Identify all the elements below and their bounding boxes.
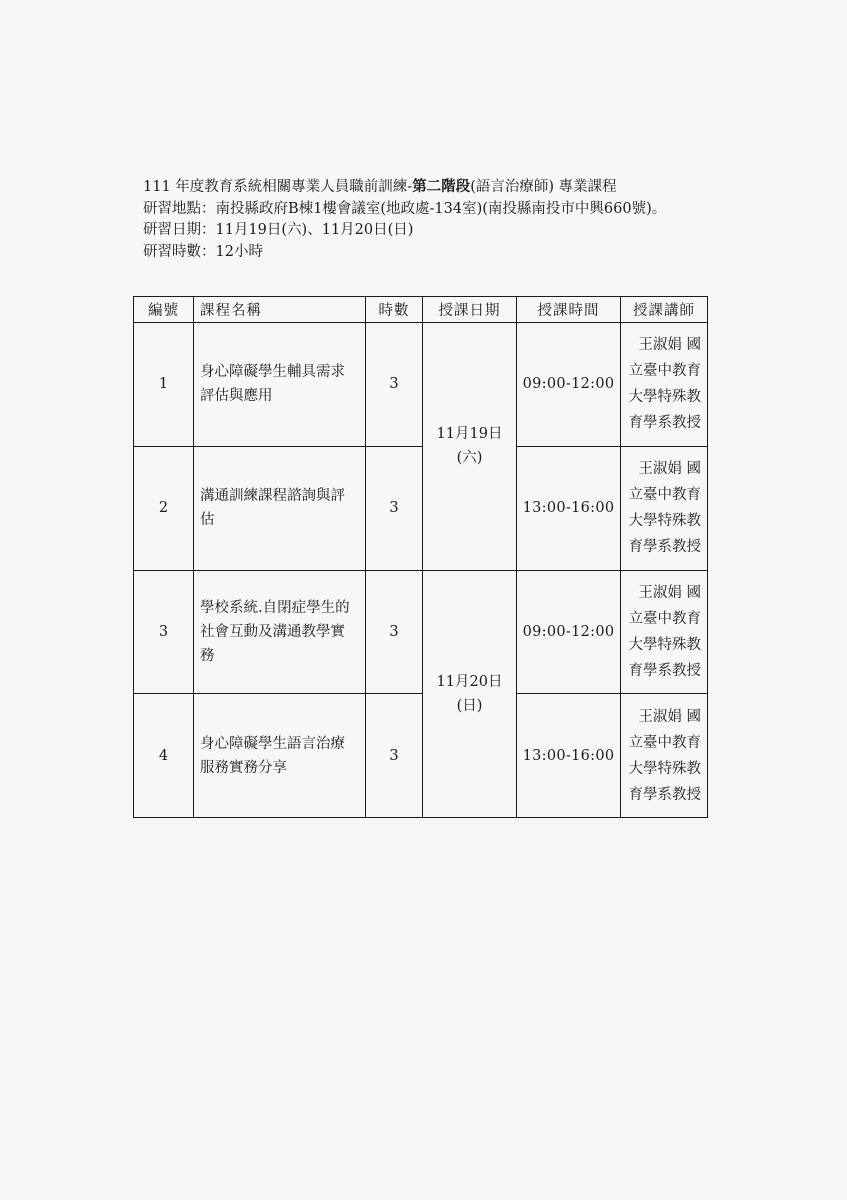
course-name: 身心障礙學生輔具需求評估與應用 <box>194 323 366 447</box>
header-instructor: 授課講師 <box>621 297 708 323</box>
header-time: 授課時間 <box>517 297 621 323</box>
row-number: 4 <box>134 694 194 818</box>
course-instructor: 王淑娟 國立臺中教育大學特殊教育學系教授 <box>621 446 708 570</box>
course-time: 09:00-12:00 <box>517 323 621 447</box>
document-header <box>143 176 703 263</box>
course-name: 身心障礙學生語言治療服務實務分享 <box>194 694 366 818</box>
course-name: 學校系統.自閉症學生的社會互動及溝通教學實務 <box>194 570 366 694</box>
title-prefix: 111 年度教育系統相關專業人員職前訓練- <box>143 179 413 195</box>
row-number: 3 <box>134 570 194 694</box>
training-hours: 研習時數：12小時 <box>143 243 263 260</box>
course-instructor: 王淑娟 國立臺中教育大學特殊教育學系教授 <box>621 694 708 818</box>
table-row <box>134 570 708 694</box>
weekday-label: (日) <box>456 697 483 714</box>
training-dates: 研習日期：11月19日(六)、11月20日(日) <box>143 222 414 238</box>
header-course: 課程名稱 <box>194 297 366 323</box>
course-instructor: 王淑娟 國立臺中教育大學特殊教育學系教授 <box>621 323 708 447</box>
course-date-day2 <box>423 570 517 818</box>
header-date: 授課日期 <box>423 297 517 323</box>
date-label: 11月20日 <box>436 673 503 690</box>
course-instructor: 王淑娟 國立臺中教育大學特殊教育學系教授 <box>621 570 708 694</box>
table-row <box>134 694 708 818</box>
header-hours: 時數 <box>366 297 423 323</box>
weekday-label: (六) <box>456 450 483 467</box>
title-suffix: (語言治療師) 專業課程 <box>470 179 617 195</box>
table-header-row <box>134 297 708 323</box>
course-time: 13:00-16:00 <box>517 694 621 818</box>
row-number: 2 <box>134 446 194 570</box>
header-no: 編號 <box>134 297 194 323</box>
course-hours: 3 <box>366 570 423 694</box>
course-date-day1 <box>423 323 517 571</box>
document-title <box>143 176 703 199</box>
course-hours: 3 <box>366 446 423 570</box>
date-label: 11月19日 <box>436 426 503 443</box>
title-stage: 第二階段 <box>412 178 471 195</box>
training-location: 研習地點：南投縣政府B棟1樓會議室(地政處-134室)(南投縣南投市中興660號)。 <box>143 200 667 217</box>
course-schedule-table <box>133 296 708 818</box>
course-name: 溝通訓練課程諮詢與評估 <box>194 446 366 570</box>
course-hours: 3 <box>366 323 423 447</box>
row-number: 1 <box>134 323 194 447</box>
course-time: 09:00-12:00 <box>517 570 621 694</box>
table-row <box>134 323 708 447</box>
course-hours: 3 <box>366 694 423 818</box>
course-time: 13:00-16:00 <box>517 446 621 570</box>
table-row <box>134 446 708 570</box>
